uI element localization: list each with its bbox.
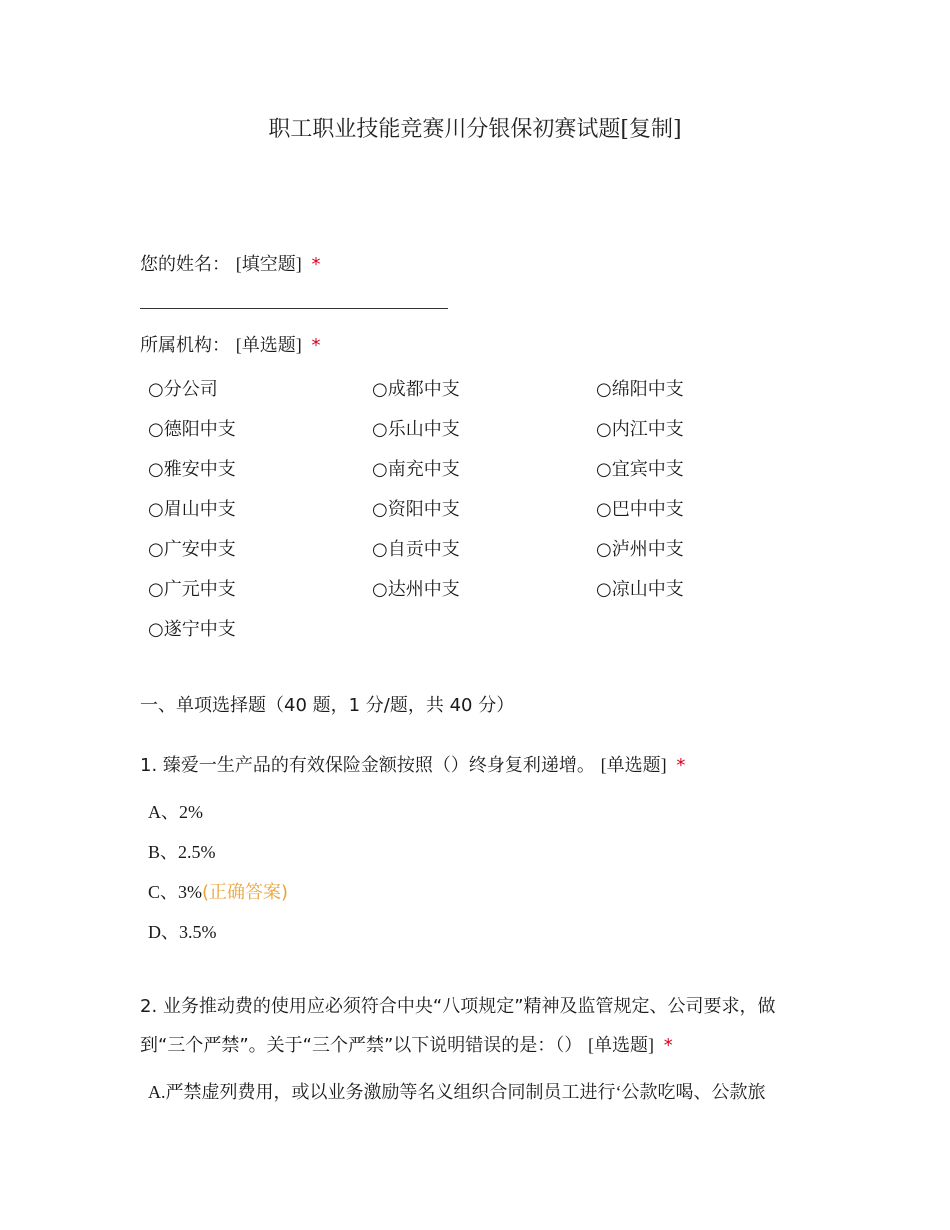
q1-option-a[interactable]: A、2%	[148, 802, 203, 822]
org-option[interactable]: ○绵阳中支	[596, 379, 684, 400]
org-option[interactable]: ○德阳中支	[148, 419, 236, 440]
question-2-line-2	[140, 1033, 673, 1058]
q1-option-b[interactable]: B、2.5%	[148, 842, 216, 862]
org-option[interactable]: ○眉山中支	[148, 499, 236, 520]
org-question-type: [单选题]	[235, 335, 302, 355]
org-option[interactable]: ○自贡中支	[372, 539, 460, 560]
name-question-type: [填空题]	[235, 254, 302, 274]
org-option[interactable]: ○泸州中支	[596, 539, 684, 560]
correct-answer-note: (正确答案)	[202, 882, 289, 903]
question-2-type: [单选题]	[588, 1035, 655, 1055]
org-option[interactable]: ○雅安中支	[148, 459, 236, 480]
q1-option-d[interactable]: D、3.5%	[148, 922, 217, 942]
name-answer-blank[interactable]	[140, 308, 448, 309]
org-option[interactable]: ○乐山中支	[372, 419, 460, 440]
org-question-label: 所属机构：	[140, 335, 230, 356]
org-option[interactable]: ○遂宁中支	[148, 619, 236, 640]
question-2-text: 到“三个严禁”。关于“三个严禁”以下说明错误的是：（）	[140, 1035, 583, 1056]
org-option[interactable]: ○宜宾中支	[596, 459, 684, 480]
org-option[interactable]: ○分公司	[148, 379, 218, 400]
q1-option-c-label: C、3%	[148, 882, 202, 902]
required-mark: *	[676, 755, 686, 776]
org-option[interactable]: ○广元中支	[148, 579, 236, 600]
required-mark: *	[311, 335, 321, 356]
question-2-line-1: 2. 业务推动费的使用应必须符合中央“八项规定”精神及监管规定、公司要求，做	[140, 996, 776, 1017]
question-1-type: [单选题]	[600, 755, 667, 775]
org-option[interactable]: ○成都中支	[372, 379, 460, 400]
name-question	[140, 252, 320, 277]
org-question	[140, 333, 320, 358]
name-question-label: 您的姓名：	[140, 254, 230, 275]
page-title: 职工职业技能竞赛川分银保初赛试题[复制]	[268, 117, 682, 142]
q1-option-c[interactable]	[148, 880, 288, 905]
org-option[interactable]: ○资阳中支	[372, 499, 460, 520]
org-option[interactable]: ○内江中支	[596, 419, 684, 440]
q2-option-a[interactable]: A.严禁虚列费用，或以业务激励等名义组织合同制员工进行‘公款吃喝、公款旅	[148, 1082, 766, 1102]
org-option[interactable]: ○巴中中支	[596, 499, 684, 520]
section-heading: 一、单项选择题（40 题，1 分/题，共 40 分）	[140, 695, 515, 716]
question-1	[140, 753, 685, 778]
org-option[interactable]: ○凉山中支	[596, 579, 684, 600]
org-option[interactable]: ○达州中支	[372, 579, 460, 600]
required-mark: *	[311, 254, 321, 275]
required-mark: *	[663, 1035, 673, 1056]
org-option[interactable]: ○南充中支	[372, 459, 460, 480]
org-option[interactable]: ○广安中支	[148, 539, 236, 560]
question-1-text: 1. 臻爱一生产品的有效保险金额按照（）终身复利递增。	[140, 755, 595, 776]
